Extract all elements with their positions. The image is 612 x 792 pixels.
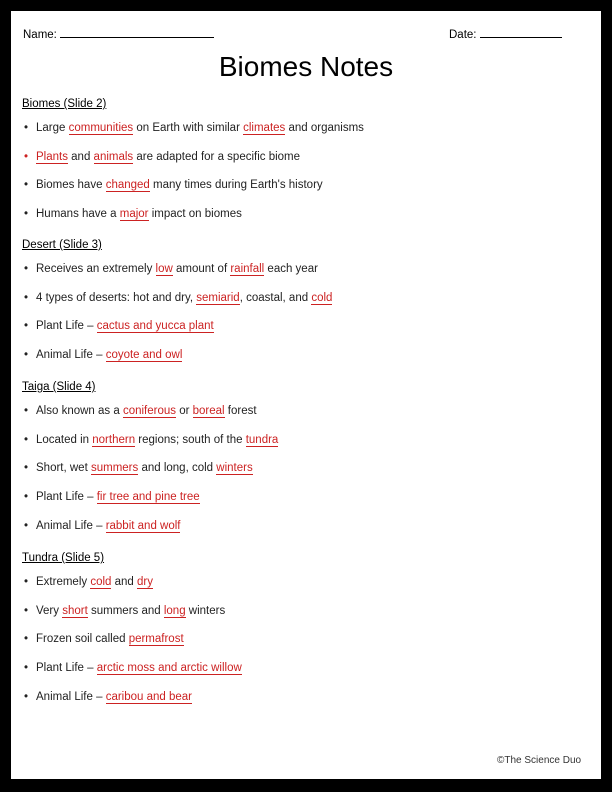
- page-title: Biomes Notes: [218, 51, 394, 82]
- answer-blank[interactable]: cactus and yucca plant: [96, 320, 214, 333]
- answer-blank[interactable]: major: [119, 208, 149, 221]
- bullet-marker: •: [24, 433, 29, 446]
- answer-blank[interactable]: changed: [105, 179, 150, 192]
- bullet-marker: •: [24, 150, 29, 163]
- bullet-marker: •: [24, 633, 29, 646]
- note-bullet: [24, 462, 253, 474]
- note-bullet: [24, 179, 323, 191]
- name-field[interactable]: [23, 26, 214, 41]
- note-bullet: [24, 320, 214, 332]
- note-text: winters: [185, 604, 226, 617]
- note-text: Receives an extremely: [36, 263, 156, 275]
- note-text: forest: [224, 405, 257, 417]
- answer-blank[interactable]: communities: [68, 122, 134, 134]
- note-bullet: [24, 151, 300, 163]
- note-text: Very: [36, 604, 63, 617]
- answer-blank[interactable]: climates: [243, 122, 286, 134]
- note-text: are adapted for a specific biome: [133, 150, 301, 163]
- note-bullet: [24, 691, 192, 703]
- bullet-marker: •: [24, 320, 29, 333]
- note-text: Frozen soil called: [36, 633, 129, 646]
- bullet-marker: •: [24, 662, 29, 675]
- answer-blank[interactable]: permafrost: [128, 633, 184, 646]
- answer-blank[interactable]: dry: [137, 576, 153, 588]
- note-text: Plant Life –: [36, 662, 97, 675]
- answer-blank[interactable]: arctic moss and arctic willow: [96, 662, 242, 675]
- answer-blank[interactable]: caribou and bear: [105, 690, 192, 703]
- bullet-marker: •: [24, 462, 29, 475]
- note-bullet: [24, 349, 182, 361]
- note-text: Animal Life –: [36, 690, 106, 703]
- note-text: Animal Life –: [36, 519, 106, 532]
- note-text: , coastal, and: [239, 291, 312, 304]
- note-text: Also known as a: [36, 405, 123, 417]
- note-text: Humans have a: [36, 208, 120, 221]
- section-heading: Desert (Slide 3): [22, 239, 102, 251]
- note-text: on Earth with similar: [133, 122, 244, 134]
- note-bullet: [24, 122, 364, 134]
- answer-blank[interactable]: Plants: [36, 150, 68, 163]
- note-text: or: [176, 405, 193, 417]
- name-blank[interactable]: [60, 26, 214, 38]
- bullet-marker: •: [24, 122, 29, 134]
- note-text: and long, cold: [138, 462, 217, 475]
- note-text: and organisms: [285, 122, 364, 134]
- date-field[interactable]: [449, 26, 562, 41]
- note-bullet: [24, 263, 318, 275]
- note-text: Plant Life –: [36, 491, 97, 504]
- bullet-marker: •: [24, 576, 29, 588]
- answer-blank[interactable]: boreal: [192, 405, 225, 417]
- note-text: impact on biomes: [148, 208, 242, 221]
- name-label: Name:: [23, 29, 57, 41]
- date-label: Date:: [449, 29, 477, 41]
- note-bullet: [24, 576, 153, 588]
- answer-blank[interactable]: coyote and owl: [105, 349, 183, 362]
- note-text: Biomes have: [36, 179, 106, 192]
- note-text: amount of: [172, 263, 231, 275]
- note-text: Extremely: [36, 576, 91, 588]
- note-bullet: [24, 405, 257, 417]
- answer-blank[interactable]: rabbit and wolf: [105, 519, 181, 532]
- note-text: Plant Life –: [36, 320, 97, 333]
- copyright-footer: ©The Science Duo: [497, 755, 582, 766]
- note-bullet: [24, 434, 278, 446]
- bullet-marker: •: [24, 349, 29, 362]
- note-bullet: [24, 605, 225, 617]
- answer-blank[interactable]: summers: [90, 462, 139, 475]
- note-bullet: [24, 520, 180, 532]
- answer-blank[interactable]: winters: [216, 462, 253, 475]
- note-text: regions; south of the: [135, 433, 246, 446]
- answer-blank[interactable]: rainfall: [230, 263, 265, 275]
- note-bullet: [24, 662, 242, 674]
- section-heading: Taiga (Slide 4): [22, 381, 96, 393]
- bullet-marker: •: [24, 263, 29, 275]
- answer-blank[interactable]: semiarid: [196, 291, 240, 304]
- note-text: many times during Earth's history: [149, 179, 323, 192]
- note-bullet: [24, 208, 242, 220]
- bullet-marker: •: [24, 291, 29, 304]
- note-text: Located in: [36, 433, 93, 446]
- answer-blank[interactable]: animals: [93, 150, 134, 163]
- section-heading: Biomes (Slide 2): [22, 98, 107, 110]
- note-text: and: [67, 150, 94, 163]
- answer-blank[interactable]: cold: [311, 291, 333, 304]
- section-heading: Tundra (Slide 5): [22, 552, 105, 564]
- answer-blank[interactable]: low: [155, 263, 173, 275]
- note-bullet: [24, 292, 332, 304]
- answer-blank[interactable]: coniferous: [122, 405, 176, 417]
- note-text: and: [111, 576, 138, 588]
- bullet-marker: •: [24, 405, 29, 417]
- bullet-marker: •: [24, 208, 29, 221]
- answer-blank[interactable]: fir tree and pine tree: [96, 491, 200, 504]
- answer-blank[interactable]: tundra: [245, 433, 279, 446]
- note-bullet: [24, 633, 184, 645]
- note-text: Animal Life –: [36, 349, 106, 362]
- note-text: Short, wet: [36, 462, 91, 475]
- bullet-marker: •: [24, 690, 29, 703]
- worksheet-page: [11, 11, 601, 779]
- answer-blank[interactable]: cold: [90, 576, 112, 588]
- note-text: Large: [36, 122, 69, 134]
- bullet-marker: •: [24, 519, 29, 532]
- note-bullet: [24, 491, 200, 503]
- answer-blank[interactable]: long: [163, 604, 186, 617]
- note-text: summers and: [87, 604, 164, 617]
- bullet-marker: •: [24, 491, 29, 504]
- note-text: each year: [264, 263, 318, 275]
- answer-blank[interactable]: short: [62, 604, 88, 617]
- bullet-marker: •: [24, 179, 29, 192]
- date-blank[interactable]: [480, 26, 562, 38]
- note-text: 4 types of deserts: hot and dry,: [36, 291, 197, 304]
- answer-blank[interactable]: northern: [92, 433, 136, 446]
- bullet-marker: •: [24, 604, 29, 617]
